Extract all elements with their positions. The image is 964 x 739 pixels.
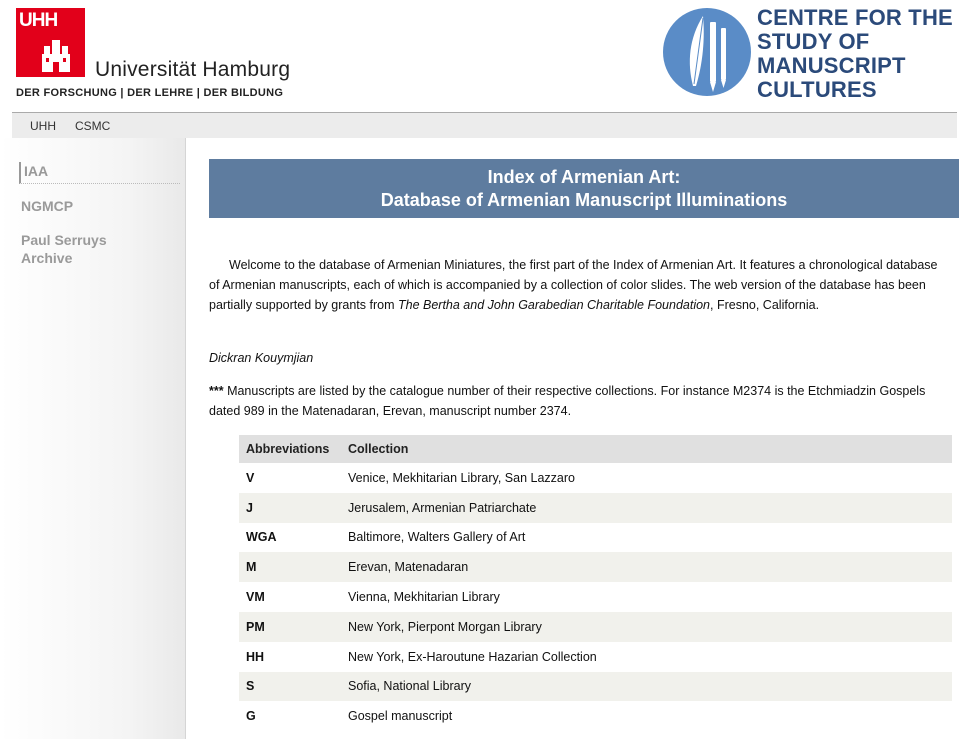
author-name: Dickran Kouymjian <box>209 351 314 365</box>
csmc-title-line: STUDY OF <box>757 29 870 54</box>
note-text: Manuscripts are listed by the catalogue number of their respective collections. For instance M2374 is the Etchmiadzin Gospels dated 989 in the Matenadaran, Erevan, manuscript number 2374. <box>209 384 926 418</box>
uhh-logo-text: UHH <box>19 10 58 31</box>
page-title-banner <box>209 159 959 218</box>
abbreviation-cell: J <box>239 493 341 523</box>
collection-cell: Gospel manuscript <box>348 709 453 724</box>
table-header-row <box>239 435 952 463</box>
abbreviation-cell: S <box>239 672 341 702</box>
table-row <box>239 493 952 523</box>
table-row <box>239 523 952 553</box>
abbreviation-cell: G <box>246 709 256 724</box>
hamburg-castle-icon <box>40 40 72 72</box>
abbreviation-cell: HH <box>246 649 265 664</box>
university-name: Universität Hamburg <box>95 58 291 81</box>
topnav-link-uhh[interactable]: UHH <box>30 119 56 133</box>
collection-cell: Vienna, Mekhitarian Library <box>348 590 500 605</box>
uhh-logo[interactable] <box>16 8 85 77</box>
table-row <box>239 672 952 702</box>
csmc-logo[interactable] <box>663 8 751 96</box>
intro-text-end: , Fresno, California. <box>710 298 820 312</box>
table-row <box>239 552 952 582</box>
column-header-collection: Collection <box>341 435 952 463</box>
page-subtitle: Database of Armenian Manuscript Illuminations <box>380 190 788 210</box>
intro-text: Welcome to the database of Armenian Miniatures, the first part of the Index of Armenian Art. It features a chronological database of Armenian manuscripts, each of which is accompanied by a collection of color slides. The web version of the database has been partially supported by grants from <box>209 258 938 312</box>
collection-cell: Erevan, Matenadaran <box>341 552 952 582</box>
csmc-title-line: MANUSCRIPT <box>757 53 906 78</box>
collection-cell: Baltimore, Walters Gallery of Art <box>348 530 526 545</box>
collection-cell: New York, Ex-Haroutune Hazarian Collection <box>348 649 597 664</box>
csmc-title <box>757 6 953 102</box>
abbreviations-table <box>239 435 952 731</box>
csmc-title-line: CULTURES <box>757 77 877 102</box>
abbreviation-cell: VM <box>246 590 265 605</box>
sidebar-item-ngmcp[interactable]: NGMCP <box>21 198 74 214</box>
collection-cell: Venice, Mekhitarian Library, San Lazzaro <box>348 470 575 485</box>
table-row <box>239 582 952 612</box>
abbreviation-cell: V <box>246 470 255 485</box>
top-nav <box>12 112 957 138</box>
table-row <box>239 642 952 672</box>
page-title: Index of Armenian Art: <box>487 167 681 187</box>
sidebar <box>0 138 186 739</box>
topnav-link-csmc[interactable]: CSMC <box>75 119 111 133</box>
intro-paragraph <box>209 255 949 315</box>
university-motto: DER FORSCHUNG | DER LEHRE | DER BILDUNG <box>16 87 284 99</box>
quill-pen-icon <box>663 8 751 96</box>
collection-cell: Sofia, National Library <box>341 672 952 702</box>
note-marker: *** <box>209 384 224 398</box>
foundation-name: The Bertha and John Garabedian Charitable Foundation <box>397 298 711 312</box>
table-row <box>239 701 952 731</box>
sidebar-item-paul-serruys-archive[interactable]: Paul Serruys Archive <box>21 232 107 266</box>
collection-cell: Jerusalem, Armenian Patriarchate <box>341 493 952 523</box>
table-row <box>239 463 952 493</box>
catalogue-note <box>209 381 949 421</box>
sidebar-item-iaa[interactable]: IAA <box>19 162 180 184</box>
column-header-abbreviations: Abbreviations <box>239 435 341 463</box>
site-header <box>0 0 964 112</box>
abbreviation-cell: WGA <box>246 530 277 545</box>
collection-cell: New York, Pierpont Morgan Library <box>341 612 952 642</box>
csmc-title-line: CENTRE FOR THE <box>757 5 953 30</box>
abbreviation-cell: M <box>239 552 341 582</box>
abbreviation-cell: PM <box>239 612 341 642</box>
table-row <box>239 612 952 642</box>
